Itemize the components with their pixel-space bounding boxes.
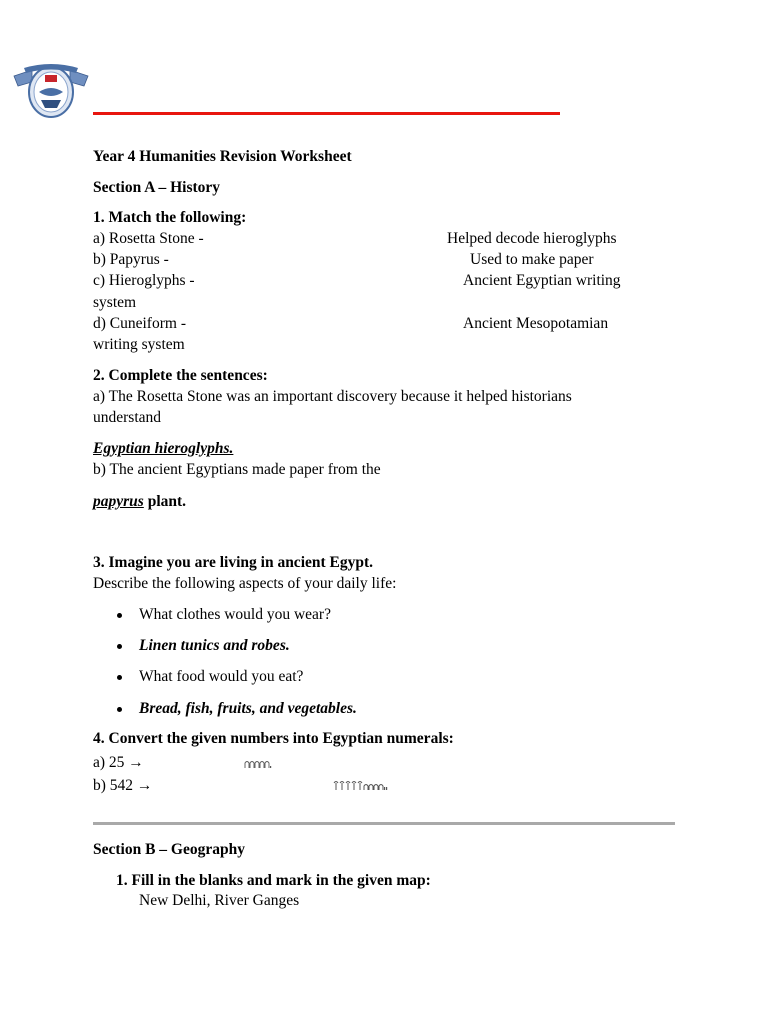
match-meaning-d: Ancient Mesopotamian	[463, 315, 609, 332]
q1-prompt: 1. Match the following:	[93, 209, 247, 226]
q3-bullet-question-food: What food would you eat?	[139, 668, 304, 685]
q2a-sentence: a) The Rosetta Stone was an important discovery because it helped historians	[93, 388, 572, 405]
q4a-label: a) 25 →	[93, 754, 144, 771]
q3-prompt: 3. Imagine you are living in ancient Egypt.	[93, 554, 374, 571]
match-meaning-b: Used to make paper	[470, 251, 594, 268]
match-meaning-c: Ancient Egyptian writing	[463, 272, 621, 289]
bullet-dot	[117, 707, 122, 712]
q3-bullet-question-clothes: What clothes would you wear?	[139, 606, 331, 623]
worksheet-title: Year 4 Humanities Revision Worksheet	[93, 148, 352, 165]
q4-prompt: 4. Convert the given numbers into Egyptian numerals:	[93, 730, 454, 747]
match-meaning-c-wrap: system	[93, 294, 137, 311]
bullet-dot	[117, 675, 122, 680]
header-red-rule	[93, 112, 560, 115]
q3-bullet-answer-clothes: Linen tunics and robes.	[139, 637, 290, 654]
q2b-answer-rest: plant.	[143, 493, 187, 510]
match-term-b: b) Papyrus -	[93, 251, 169, 268]
section-divider	[93, 822, 675, 825]
bullet-dot	[117, 613, 122, 618]
match-term-a: a) Rosetta Stone -	[93, 230, 204, 247]
q2a-answer: Egyptian hieroglyphs.	[93, 440, 234, 457]
q2b-answer-italic: papyrus	[93, 493, 144, 510]
q3-instruction: Describe the following aspects of your daily life:	[93, 575, 397, 592]
q2a-sentence-wrap: understand	[93, 409, 162, 426]
q2b-answer	[93, 493, 186, 511]
match-meaning-a: Helped decode hieroglyphs	[447, 230, 617, 247]
egyptian-numerals-25-icon	[244, 759, 272, 769]
q4b-label: b) 542 →	[93, 777, 153, 794]
egyptian-numerals-542-icon	[333, 779, 388, 791]
school-crest-icon	[12, 62, 90, 120]
geo-q1-word-list: New Delhi, River Ganges	[139, 892, 300, 909]
section-b-heading: Section B – Geography	[93, 841, 245, 858]
q2b-sentence: b) The ancient Egyptians made paper from the	[93, 461, 381, 478]
match-term-d: d) Cuneiform -	[93, 315, 186, 332]
match-meaning-d-wrap: writing system	[93, 336, 185, 353]
bullet-dot	[117, 644, 122, 649]
geo-q1-prompt: 1. Fill in the blanks and mark in the given map:	[116, 872, 431, 889]
q3-bullet-answer-food: Bread, fish, fruits, and vegetables.	[139, 700, 357, 717]
section-a-heading: Section A – History	[93, 179, 221, 196]
match-term-c: c) Hieroglyphs -	[93, 272, 195, 289]
q2-prompt: 2. Complete the sentences:	[93, 367, 268, 384]
